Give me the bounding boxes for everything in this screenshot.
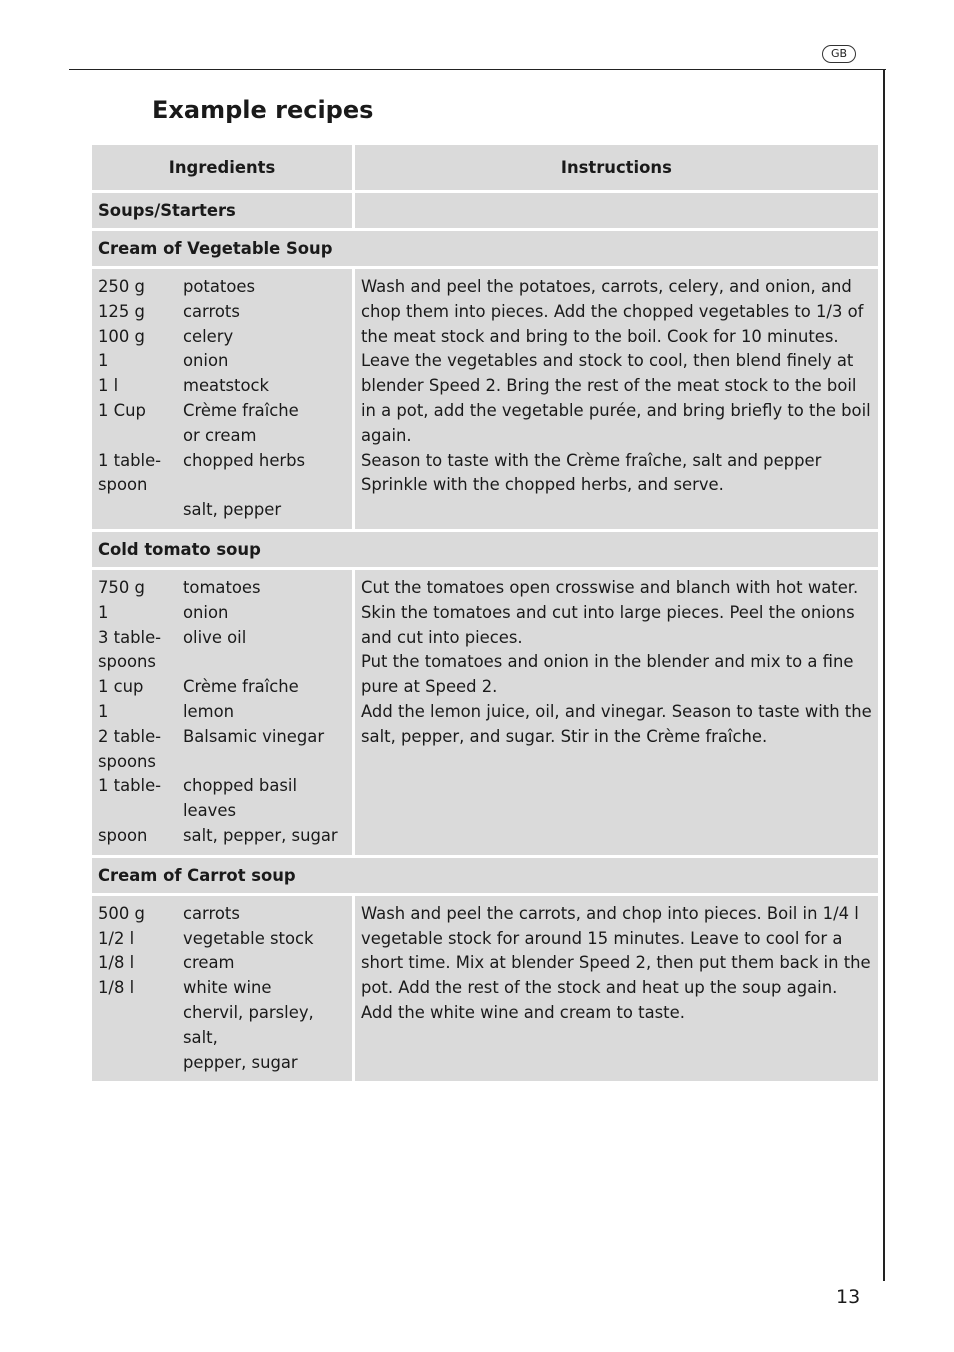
ingredient-item: carrots bbox=[183, 903, 240, 923]
ingredient-item: chopped basil leaves bbox=[183, 776, 298, 821]
instructions-cell bbox=[354, 268, 880, 531]
ingredient-item: meatstock bbox=[183, 376, 270, 396]
section-row bbox=[91, 192, 880, 230]
ingredient-quantity: 1/8 l bbox=[98, 978, 135, 998]
recipe-body-row bbox=[91, 568, 880, 856]
ingredient-row bbox=[98, 650, 346, 675]
instruction-line: Sprinkle with the chopped herbs, and serve. bbox=[361, 475, 724, 495]
ingredient-row bbox=[98, 626, 346, 651]
instruction-line: Season to taste with the Crème fraîche, salt and pepper bbox=[361, 450, 822, 470]
recipe-body-row bbox=[91, 268, 880, 531]
section-title: Soups/Starters bbox=[91, 192, 354, 230]
recipe-name-row bbox=[91, 230, 880, 268]
ingredient-quantity: 750 g bbox=[98, 577, 145, 597]
ingredient-item: Balsamic vinegar bbox=[183, 726, 325, 746]
ingredient-quantity: 1/8 l bbox=[98, 953, 135, 973]
page-title: Example recipes bbox=[152, 96, 374, 124]
ingredient-quantity: 1 cup bbox=[98, 677, 144, 697]
ingredient-item: potatoes bbox=[183, 277, 255, 296]
recipe-name: Cream of Vegetable Soup bbox=[91, 230, 880, 268]
instruction-line: Skin the tomatoes and cut into large pieces. Peel the onions bbox=[361, 602, 855, 622]
instruction-line: Wash and peel the carrots, and chop into pieces. Boil in 1/4 l bbox=[361, 903, 859, 923]
instruction-line: Cut the tomatoes open crosswise and blanch with hot water. bbox=[361, 577, 859, 597]
ingredient-item: pepper, sugar bbox=[183, 1052, 298, 1072]
instruction-line: blender Speed 2. Bring the rest of the meat stock to the boil bbox=[361, 376, 857, 396]
ingredient-row bbox=[98, 725, 346, 750]
instruction-line: in a pot, add the vegetable purée, and bring briefly to the boil bbox=[361, 400, 871, 420]
ingredient-item: celery bbox=[183, 326, 234, 346]
ingredient-row bbox=[98, 325, 346, 350]
ingredient-row bbox=[98, 473, 346, 498]
recipe-body-row bbox=[91, 894, 880, 1083]
page-number: 13 bbox=[836, 1286, 861, 1308]
ingredient-quantity: spoon bbox=[98, 825, 148, 845]
ingredient-row bbox=[98, 576, 346, 601]
instruction-line: and cut into pieces. bbox=[361, 627, 523, 647]
instruction-line: chop them into pieces. Add the chopped vegetables to 1/3 of bbox=[361, 301, 864, 321]
ingredient-quantity: 1 bbox=[98, 602, 109, 622]
ingredient-quantity: 1 l bbox=[98, 376, 119, 396]
ingredient-item: salt, pepper, sugar bbox=[183, 825, 338, 845]
ingredient-row bbox=[98, 700, 346, 725]
side-rule bbox=[883, 69, 885, 1281]
ingredient-row bbox=[98, 927, 346, 952]
ingredient-quantity: 1/2 l bbox=[98, 928, 135, 948]
ingredient-item: chervil, parsley, salt, bbox=[183, 1002, 314, 1047]
instruction-line: the meat stock and bring to the boil. Cook for 10 minutes. bbox=[361, 326, 839, 346]
top-rule bbox=[69, 69, 886, 70]
ingredient-row bbox=[98, 399, 346, 424]
ingredient-row bbox=[98, 498, 346, 523]
ingredient-item: olive oil bbox=[183, 627, 247, 647]
ingredient-item bbox=[183, 473, 346, 498]
ingredient-item: or cream bbox=[183, 425, 257, 445]
instruction-line: pot. Add the rest of the stock and heat up the soup again. bbox=[361, 978, 838, 998]
instruction-line: salt, pepper, and sugar. Stir in the Crème fraîche. bbox=[361, 726, 768, 746]
ingredient-quantity: 125 g bbox=[98, 301, 145, 321]
ingredient-quantity: 1 bbox=[98, 351, 109, 371]
instructions-cell bbox=[354, 894, 880, 1083]
recipe-name: Cold tomato soup bbox=[91, 530, 880, 568]
recipe-name: Cream of Carrot soup bbox=[91, 856, 880, 894]
ingredient-item bbox=[183, 750, 346, 775]
ingredients-cell bbox=[91, 568, 354, 856]
ingredient-row bbox=[98, 750, 346, 775]
ingredients-header: Ingredients bbox=[91, 144, 354, 192]
ingredient-row bbox=[98, 275, 346, 300]
ingredient-item: Crème fraîche bbox=[183, 677, 299, 697]
instruction-line: Leave the vegetables and stock to cool, then blend finely at bbox=[361, 351, 854, 371]
ingredient-row bbox=[98, 1051, 346, 1076]
ingredient-row bbox=[98, 449, 346, 474]
ingredient-row bbox=[98, 601, 346, 626]
ingredient-item: Crème fraîche bbox=[183, 400, 299, 420]
ingredient-quantity: 100 g bbox=[98, 326, 145, 346]
ingredient-quantity: spoons bbox=[98, 751, 156, 771]
instruction-line: short time. Mix at blender Speed 2, then put them back in the bbox=[361, 953, 871, 973]
ingredient-quantity: 1 Cup bbox=[98, 400, 146, 420]
ingredient-quantity bbox=[98, 498, 183, 523]
recipe-table bbox=[89, 142, 881, 1084]
ingredient-item: white wine bbox=[183, 978, 272, 998]
ingredient-item bbox=[183, 650, 346, 675]
instructions-cell bbox=[354, 568, 880, 856]
ingredient-item: salt, pepper bbox=[183, 500, 282, 520]
instruction-line: Wash and peel the potatoes, carrots, celery, and onion, and bbox=[361, 277, 852, 296]
ingredient-item: cream bbox=[183, 953, 235, 973]
ingredient-item: onion bbox=[183, 602, 229, 622]
ingredient-quantity: spoon bbox=[98, 475, 148, 495]
ingredient-row bbox=[98, 902, 346, 927]
ingredient-row bbox=[98, 824, 346, 849]
instruction-line: vegetable stock for around 15 minutes. Leave to cool for a bbox=[361, 928, 843, 948]
ingredient-quantity bbox=[98, 424, 183, 449]
ingredient-item: vegetable stock bbox=[183, 928, 314, 948]
instruction-line: Add the lemon juice, oil, and vinegar. Season to taste with the bbox=[361, 701, 872, 721]
recipe-name-row bbox=[91, 856, 880, 894]
instructions-header: Instructions bbox=[354, 144, 880, 192]
ingredient-row bbox=[98, 300, 346, 325]
ingredient-quantity bbox=[98, 1051, 183, 1076]
ingredient-item: tomatoes bbox=[183, 577, 261, 597]
instruction-line: pure at Speed 2. bbox=[361, 677, 498, 697]
language-badge: GB bbox=[822, 45, 856, 63]
ingredient-quantity: 1 table- bbox=[98, 776, 162, 796]
ingredients-cell bbox=[91, 894, 354, 1083]
section-empty-cell bbox=[354, 192, 880, 230]
ingredient-row bbox=[98, 951, 346, 976]
ingredient-row bbox=[98, 675, 346, 700]
ingredient-row bbox=[98, 374, 346, 399]
ingredient-quantity: 3 table- bbox=[98, 627, 162, 647]
recipe-rows bbox=[91, 230, 880, 1083]
ingredient-quantity bbox=[98, 1001, 183, 1051]
instruction-line: Add the white wine and cream to taste. bbox=[361, 1002, 685, 1022]
ingredient-item: chopped herbs bbox=[183, 450, 306, 470]
ingredient-quantity: 250 g bbox=[98, 277, 145, 296]
ingredient-row bbox=[98, 349, 346, 374]
ingredient-row bbox=[98, 424, 346, 449]
ingredient-row bbox=[98, 1001, 346, 1051]
ingredient-item: onion bbox=[183, 351, 229, 371]
table-header-row bbox=[91, 144, 880, 192]
ingredient-row bbox=[98, 774, 346, 824]
recipe-name-row bbox=[91, 530, 880, 568]
ingredient-quantity: spoons bbox=[98, 652, 156, 672]
ingredient-quantity: 500 g bbox=[98, 903, 145, 923]
instruction-line: again. bbox=[361, 425, 412, 445]
ingredient-item: lemon bbox=[183, 701, 235, 721]
instruction-line: Put the tomatoes and onion in the blender and mix to a fine bbox=[361, 652, 854, 672]
ingredients-cell bbox=[91, 268, 354, 531]
ingredient-item: carrots bbox=[183, 301, 240, 321]
ingredient-quantity: 2 table- bbox=[98, 726, 162, 746]
ingredient-row bbox=[98, 976, 346, 1001]
ingredient-quantity: 1 table- bbox=[98, 450, 162, 470]
ingredient-quantity: 1 bbox=[98, 701, 109, 721]
